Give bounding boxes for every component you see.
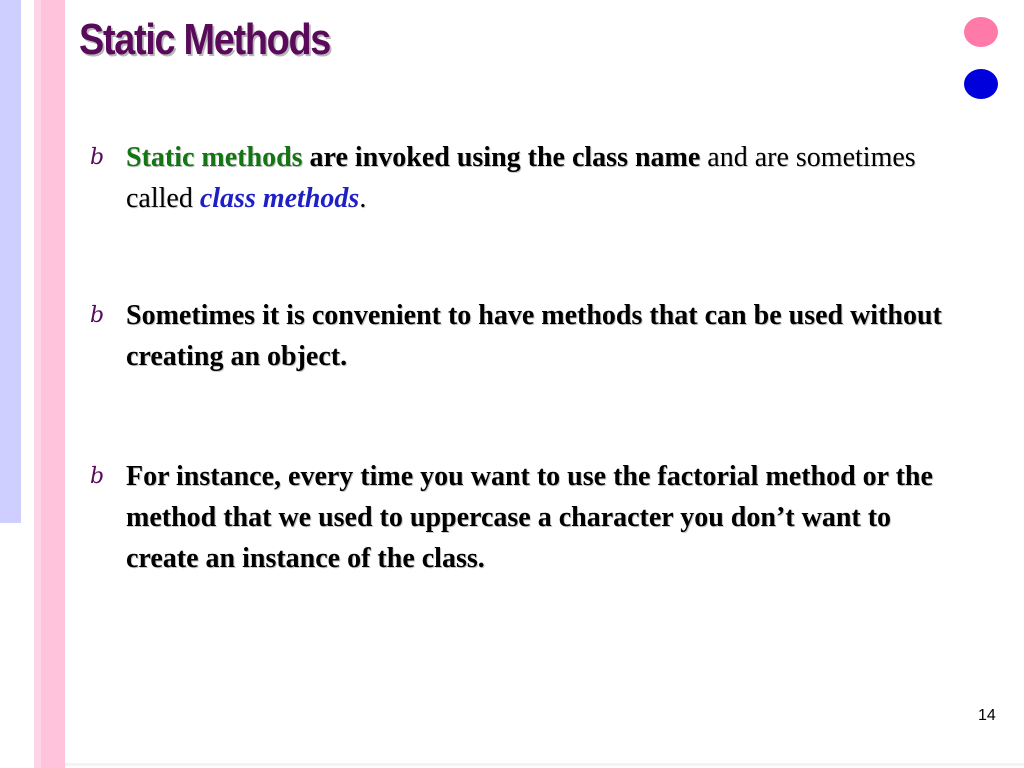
bullet-item-convenient [90,295,950,377]
bullet-icon: b [90,464,105,489]
pink-side-bar [41,0,65,768]
blue-dot-decoration [964,69,998,99]
bullet-icon: b [90,145,105,170]
bullet-text: For instance, every time you want to use the factorial method or the method that we used to uppercase a character you don’t want to create an instance of the class. [126,461,933,574]
bullet-icon: b [90,303,105,328]
slide-title: Static Methods [79,15,331,64]
bullet-text [126,137,950,219]
highlight-static-methods: Static methods [126,142,303,173]
bottom-divider [65,763,1024,766]
bold-invoked-text: are invoked using the class name [302,142,701,173]
period: . [359,183,367,214]
bullet-text: Sometimes it is convenient to have methods that can be used without creating an object. [126,300,942,372]
lavender-side-bar [0,0,21,523]
bullet-item-for-instance [90,456,950,579]
pink-dot-decoration [964,17,998,47]
bullet-item-static-methods [90,137,950,219]
highlight-class-methods: class methods [199,183,360,214]
page-number: 14 [978,707,996,724]
plain-text: and are sometimes called [126,142,916,214]
light-pink-side-bar [34,0,41,768]
